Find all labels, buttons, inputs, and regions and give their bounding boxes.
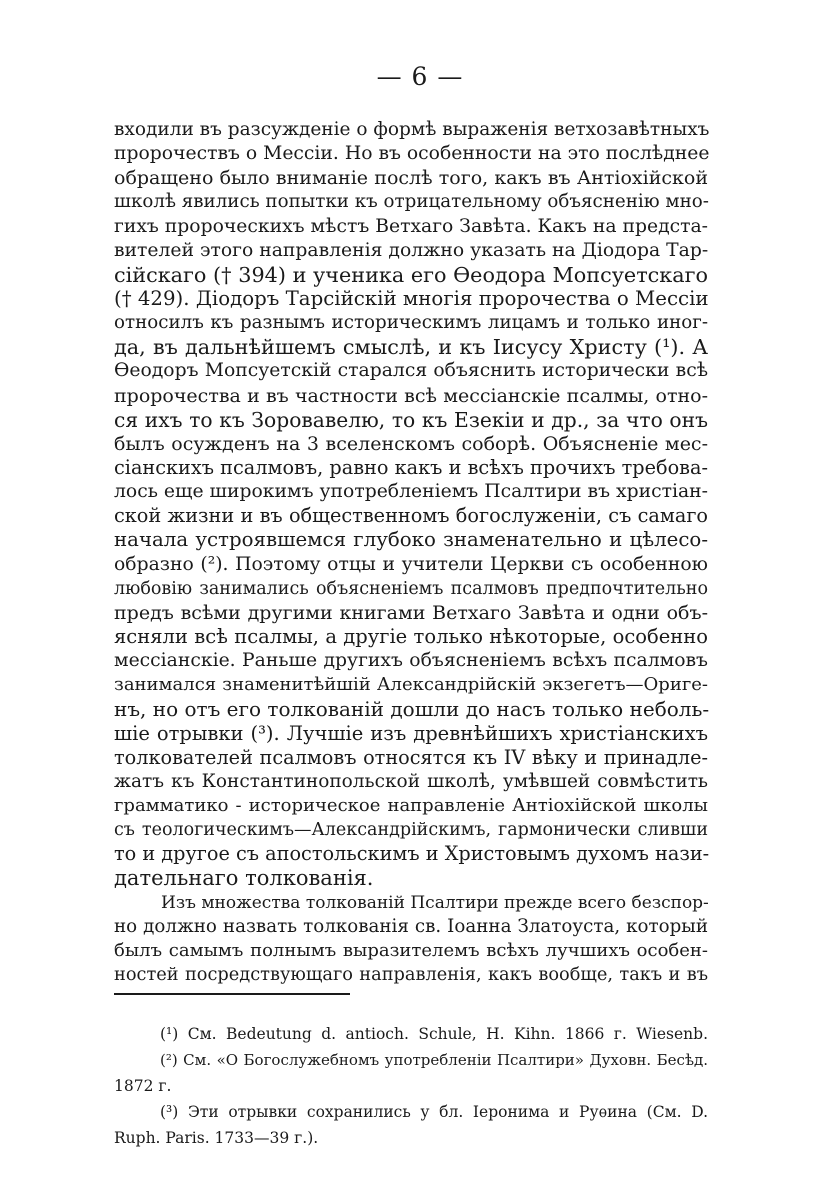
text-line: шіе отрывки (³). Лучшіе изъ древнѣйшихъ христіанскихъ <box>114 721 708 745</box>
text-line: мессіанскіе. Раньше другихъ объясненіемъ всѣхъ псалмовъ <box>114 650 708 672</box>
text-line: любовію занимались объясненіемъ псалмовъ предпочтительно <box>114 578 708 599</box>
text-line: входили въ разсужденіе о формѣ выраженія ветхозавѣтныхъ <box>114 119 710 140</box>
text-line: предъ всѣми другими книгами Ветхаго Завѣта и одни объ- <box>114 601 708 624</box>
text-line: образно (²). Поэтому отцы и учители Церкви съ особенною <box>114 553 708 575</box>
text-line: ской жизни и въ общественномъ богослуженіи, съ самаго <box>114 504 708 528</box>
text-line: ностей посредствующаго направленія, какъ вообще, такъ и въ <box>114 964 708 985</box>
text-line: Ѳеодоръ Мопсуетскій старался объяснить исторически всѣ <box>114 360 708 382</box>
footnote-divider <box>114 993 350 995</box>
text-line: грамматико - историческое направленіе Антіохійской школы <box>114 794 708 816</box>
text-line: († 429). Діодоръ Тарсійскій многія пророчества о Мессіи <box>114 286 709 310</box>
text-line: школѣ явились попытки къ отрицательному объясненію мно- <box>114 191 709 213</box>
text-line: съ теологическимъ—Александрійскимъ, гармонически сливши <box>114 820 708 841</box>
footnote-3: (³) Эти отрывки сохранились у бл. Іеронима и Руѳина (См. D. <box>160 1103 708 1121</box>
text-line: занимался знаменитѣйшій Александрійскій экзегетъ—Ориге- <box>114 674 708 696</box>
footnote-2: (²) См. «О Богослужебномъ употребленіи Псалтири» Духовн. Бесѣд. <box>160 1051 708 1069</box>
text-line: былъ осужденъ на 3 вселенскомъ соборѣ. Объясненіе мес- <box>114 432 708 455</box>
text-line: сіанскихъ псалмовъ, равно какъ и всѣхъ прочихъ требова- <box>114 455 708 479</box>
text-line: то и другое съ апостольскимъ и Христовымъ духомъ нази- <box>114 842 710 866</box>
text-line: но должно назвать толкованія св. Іоанна Златоуста, который <box>114 915 708 937</box>
page-number: — 6 — <box>376 62 464 91</box>
text-line: ся ихъ то къ Зоровавелю, то къ Езекіи и др., за что онъ <box>114 407 708 432</box>
body-text <box>114 118 708 987</box>
text-line: вителей этого направленія должно указать на Діодора Тар- <box>114 239 709 261</box>
text-line: лось еще широкимъ употребленіемъ Псалтири въ христіан- <box>114 481 708 503</box>
text-line: сійскаго († 394) и ученика его Ѳеодора Мопсуетскаго <box>114 262 708 287</box>
footnote-2-continued: 1872 г. <box>114 1077 172 1095</box>
text-line: обращено было вниманіе послѣ того, какъ въ Антіохійской <box>114 167 708 190</box>
text-line: былъ самымъ полнымъ выразителемъ всѣхъ лучшихъ особен- <box>114 939 708 961</box>
text-line: начала устроявшемся глубоко знаменательно и цѣлесо- <box>114 528 708 552</box>
text-line: толкователей псалмовъ относятся къ IV вѣку и принадле- <box>114 745 708 769</box>
text-line: жатъ къ Константинопольской школѣ, умѣвшей совмѣстить <box>114 770 708 792</box>
footnote-3-continued: Ruph. Paris. 1733—39 г.). <box>114 1129 319 1147</box>
text-line: нъ, но отъ его толкованій дошли до насъ только неболь- <box>114 697 710 722</box>
footnote-1: (¹) См. Bedeutung d. antioch. Schule, H. Kihn. 1866 г. Wiesenb. <box>160 1025 708 1043</box>
text-line: ясняли всѣ псалмы, а другіе только нѣкоторые, особенно <box>114 624 708 648</box>
text-line: относилъ къ разнымъ историческимъ лицамъ и только иног- <box>114 312 708 334</box>
text-line: гихъ пророческихъ мѣстъ Ветхаго Завѣта. Какъ на предста- <box>114 215 708 237</box>
text-line: пророчества и въ частности всѣ мессіанскіе псалмы, отно- <box>114 384 708 407</box>
text-line: пророчествъ о Мессіи. Но въ особенности на это послѣднее <box>114 143 710 165</box>
text-line: да, въ дальнѣйшемъ смыслѣ, и къ Іисусу Христу (¹). А <box>114 335 708 360</box>
text-line: дательнаго толкованія. <box>114 866 374 891</box>
footnotes <box>114 1021 708 1151</box>
paragraph-first-line: Изъ множества толкованій Псалтири прежде всего безспор- <box>161 892 709 913</box>
